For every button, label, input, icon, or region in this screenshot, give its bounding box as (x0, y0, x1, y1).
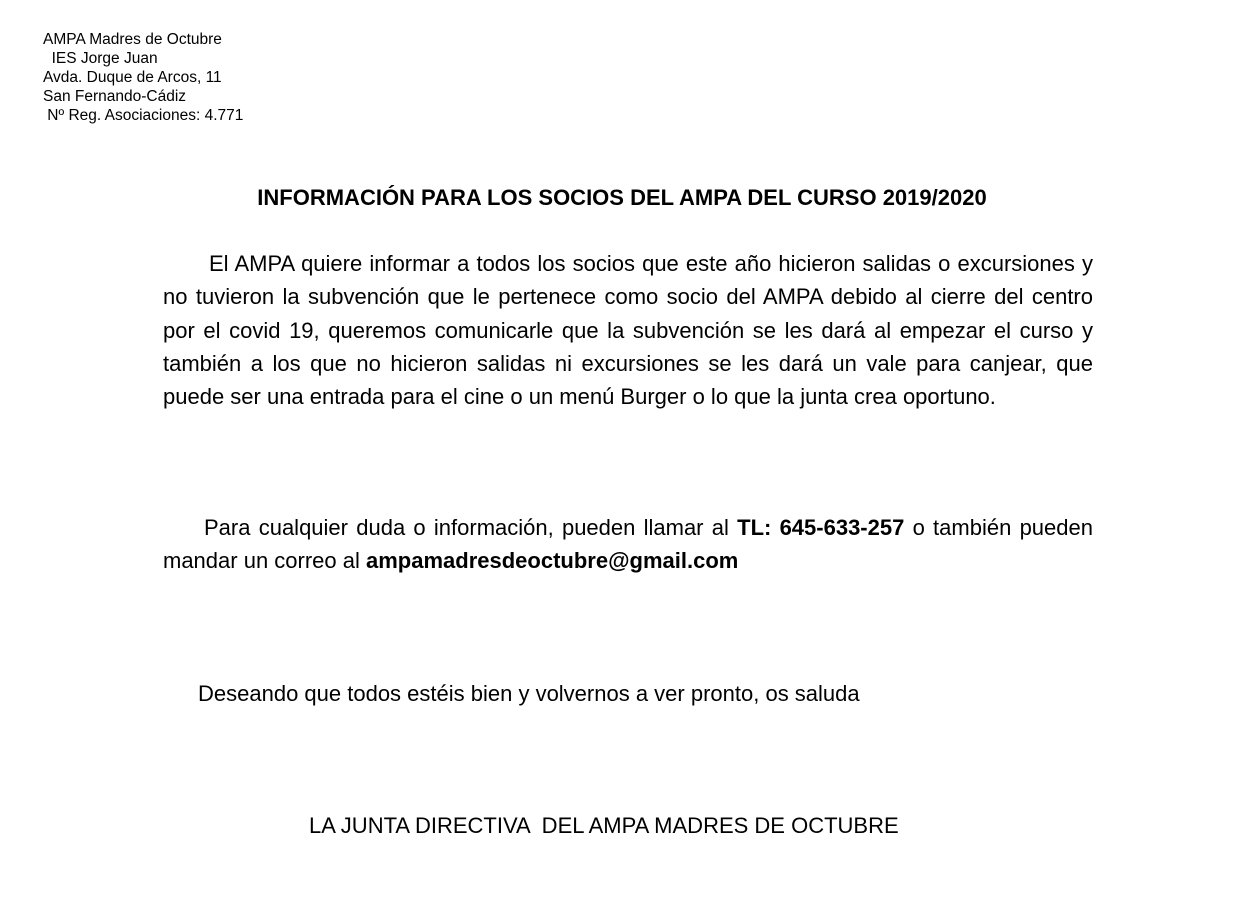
farewell-text: Deseando que todos estéis bien y volvernos a ver pronto, os saluda (198, 681, 860, 706)
phone-number: TL: 645-633-257 (737, 515, 905, 540)
body-paragraph-contact (163, 511, 1093, 578)
letterhead-street-address: Avda. Duque de Arcos, 11 (43, 69, 222, 86)
letterhead-organization: AMPA Madres de Octubre (43, 31, 222, 48)
letterhead-city: San Fernando-Cádiz (43, 88, 187, 105)
letterhead-registration-number: Nº Reg. Asociaciones: 4.771 (43, 107, 244, 124)
email-address: ampamadresdeoctubre@gmail.com (366, 548, 739, 574)
contact-intro-text: Para cualquier duda o información, pueden llamar al (204, 515, 738, 540)
document-title: INFORMACIÓN PARA LOS SOCIOS DEL AMPA DEL CURSO 2019/2020 (257, 185, 987, 210)
contact-email-intro-text: o también pueden mandar un correo al (163, 515, 1093, 574)
signature: LA JUNTA DIRECTIVA DEL AMPA MADRES DE OCTUBRE (309, 813, 899, 838)
letterhead-school: IES Jorge Juan (43, 50, 158, 67)
body-paragraph-subsidy: El AMPA quiere informar a todos los socios que este año hicieron salidas o excursiones y no tuvieron la subvención que le pertenece como socio del AMPA debido al cierre del centro por el covid 19, queremos comunicarle que la subvención se les dará al empezar el curso y también a los que no hicieron salidas ni excursiones se les dará un vale para canjear, que puede ser una entrada para el cine o un menú Burger o lo que la junta crea oportuno. (163, 251, 1093, 410)
letterhead (43, 30, 243, 125)
